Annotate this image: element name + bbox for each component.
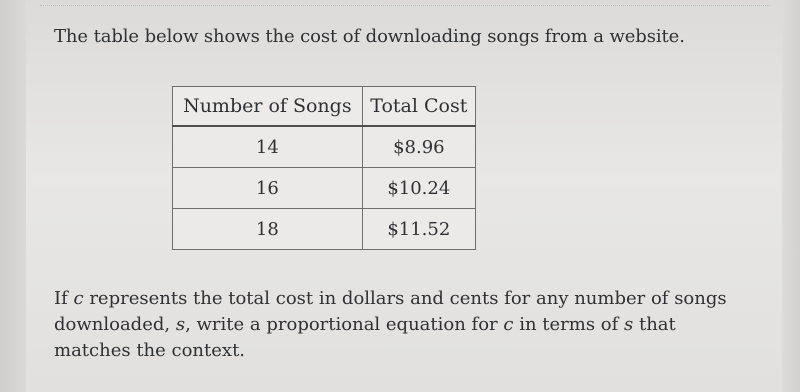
question-part-4: in terms of — [513, 314, 624, 335]
variable-s: s — [175, 314, 186, 335]
variable-c: c — [73, 288, 84, 309]
cost-cell: $10.24 — [362, 168, 475, 209]
header-number-of-songs: Number of Songs — [173, 87, 363, 127]
songs-cell: 14 — [173, 126, 363, 168]
header-total-cost: Total Cost — [362, 87, 475, 127]
songs-cost-table — [172, 86, 476, 250]
question-part-5: that matches the context. — [54, 314, 676, 361]
question-part-3: , write a proportional equation for — [185, 314, 504, 335]
table-header-row — [173, 87, 476, 127]
right-margin — [782, 0, 800, 392]
question-part-1: If — [54, 288, 74, 309]
question-card — [26, 8, 782, 392]
cost-cell: $11.52 — [362, 209, 475, 250]
question-part-2: represents the total cost in dollars and cents for any number of songs downloaded, — [54, 288, 727, 335]
question-text — [54, 286, 744, 364]
top-divider — [40, 5, 770, 6]
table-row — [173, 126, 476, 168]
variable-c: c — [503, 314, 514, 335]
cost-cell: $8.96 — [362, 126, 475, 168]
songs-cell: 18 — [173, 209, 363, 250]
left-margin — [0, 0, 26, 392]
intro-text: The table below shows the cost of downloading songs from a website. — [54, 26, 685, 47]
songs-cell: 16 — [173, 168, 363, 209]
table-row — [173, 209, 476, 250]
variable-s: s — [624, 314, 634, 335]
table-row — [173, 168, 476, 209]
